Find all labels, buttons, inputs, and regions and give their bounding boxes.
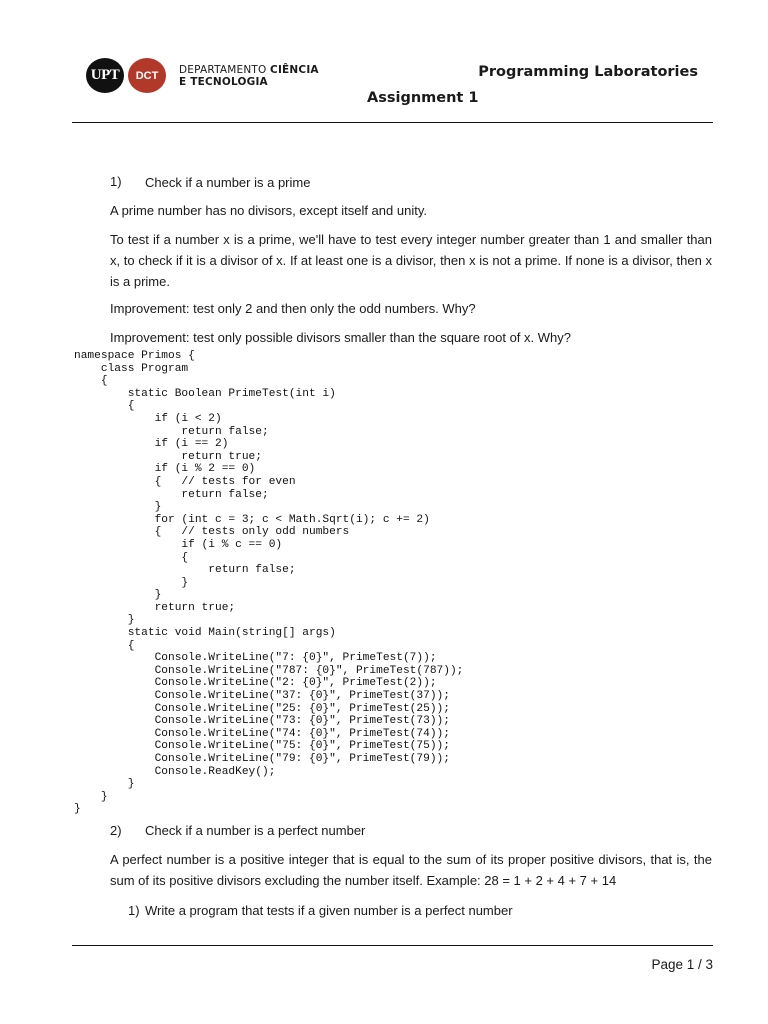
page-number: Page 1 / 3 <box>651 957 713 972</box>
section1-paragraph4: Improvement: test only possible divisors smaller than the square root of x. Why? <box>110 330 571 345</box>
document-subtitle: Assignment 1 <box>367 90 479 106</box>
section1-paragraph2: To test if a number x is a prime, we'll have to test every integer number greater than 1 and smaller than x, to check if it is a divisor of x. If at least one is a divisor, then x is not a prime. If none is a divisor, then x is a prime. <box>110 232 712 289</box>
upt-logo-text: UPT <box>90 67 120 83</box>
code-listing: namespace Primos { class Program { static Boolean PrimeTest(int i) { if (i < 2) return false; if (i == 2) return true; if (i % 2 == 0) { // tests for even return false; } for (int c = 3; c < Math.Sqrt(i); c += 2) { // tests only odd numbers if (i % c == 0) { return false; } } return true; } static void Main(string[] args) { Console.WriteLine("7: {0}", PrimeTest(7)); Console.WriteLine("787: {0}", PrimeTest(787)); Console.WriteLine("2: {0}", PrimeTest(2)); Console.WriteLine("37: {0}", PrimeTest(37)); Console.WriteLine("25: {0}", PrimeTest(25)); Console.WriteLine("73: {0}", PrimeTest(73)); Console.WriteLine("74: {0}", PrimeTest(74)); Console.WriteLine("75: {0}", PrimeTest(75)); Console.WriteLine("79: {0}", PrimeTest(79)); Console.ReadKey(); } } } <box>74 350 464 816</box>
section1-heading: Check if a number is a prime <box>145 175 311 190</box>
upt-logo <box>86 58 124 93</box>
dct-logo-text: DCT <box>135 69 159 82</box>
section2-task-number: 1) <box>128 903 140 918</box>
department-line1-a: DEPARTAMENTO <box>179 64 271 76</box>
department-line1-b: CIÊNCIA <box>270 64 319 76</box>
section2-paragraph1: A perfect number is a positive integer that is equal to the sum of its proper positive divisors, that is, the sum of its positive divisors excluding the number itself. Example: 28 = 1 + 2 + 4 + 7 + 14 <box>110 852 712 888</box>
section1-paragraph1: A prime number has no divisors, except itself and unity. <box>110 203 427 218</box>
header-rule <box>72 122 713 123</box>
section2-heading: Check if a number is a perfect number <box>145 823 366 838</box>
section2-task: Write a program that tests if a given number is a perfect number <box>145 903 513 918</box>
document-title: Programming Laboratories <box>478 64 698 80</box>
footer-rule <box>72 945 713 946</box>
section2-number: 2) <box>110 823 122 838</box>
section1-number: 1) <box>110 174 122 189</box>
department-line2: E TECNOLOGIA <box>179 76 268 88</box>
section1-paragraph3: Improvement: test only 2 and then only the odd numbers. Why? <box>110 301 476 316</box>
dct-logo <box>128 58 166 93</box>
department-name <box>179 64 319 88</box>
